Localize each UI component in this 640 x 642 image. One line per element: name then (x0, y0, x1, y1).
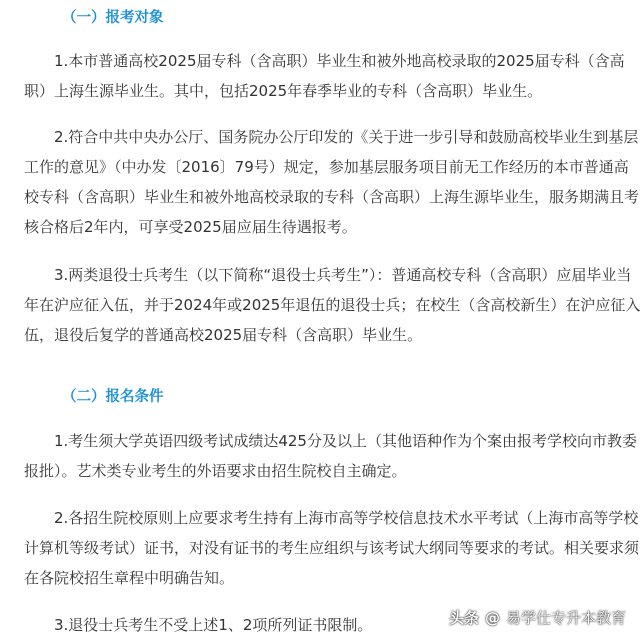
watermark-at-icon: @ (484, 608, 500, 627)
watermark (449, 607, 626, 628)
paragraph-applicants-1 (24, 46, 628, 106)
text-line: 2.符合中共中央办公厅、国务院办公厅印发的《关于进一步引导和鼓励高校毕业生到基层 (54, 128, 639, 146)
text-line: 2.各招生院校原则上应要求考生持有上海市高等学校信息技术水平考试（上海市高等学校 (54, 509, 639, 527)
text-line: 伍，退役后复学的普通高校2025届专科（含高职）毕业生。 (24, 326, 423, 344)
paragraph-applicants-2 (24, 122, 640, 242)
paragraph-conditions-2 (24, 503, 640, 593)
text-line: 计算机等级考试）证书，对没有证书的考生应组织与该考试大纲同等要求的考试。相关要求须 (24, 539, 640, 557)
watermark-account: 易学仕专升本教育 (505, 609, 626, 627)
text-line: 职）上海生源毕业生。其中，包括2025年春季毕业的专科（含高职）毕业生。 (24, 82, 543, 100)
text-line: 年在沪应征入伍，并于2024年或2025年退伍的退役士兵；在校生（含高校新生）在沪应征入 (24, 296, 640, 314)
text-line: 校专科（含高职）毕业生和被外地高校录取的专科（含高职）上海生源毕业生，服务期满且考 (24, 188, 640, 206)
text-line: 在各院校招生章程中明确告知。 (24, 569, 235, 587)
text-line: 核合格后2年内，可享受2025届应届生待遇报考。 (24, 218, 357, 236)
text-line: 报批）。艺术类专业考生的外语要求由招生院校自主确定。 (24, 462, 407, 480)
text-line: 1.本市普通高校2025届专科（含高职）毕业生和被外地高校录取的2025届专科（含高 (54, 52, 625, 70)
text-line: 3.退役士兵考生不受上述1、2项所列证书限制。 (54, 616, 373, 634)
watermark-platform: 头条 (448, 609, 479, 627)
paragraph-applicants-3 (24, 260, 640, 350)
section-title-applicants: （一）报考对象 (62, 10, 164, 26)
section-title-conditions: （二）报名条件 (62, 389, 164, 405)
text-line: 3.两类退役士兵考生（以下简称“退役士兵考生”）：普通高校专科（含高职）应届毕业当 (54, 266, 632, 284)
text-line: 工作的意见》（中办发〔2016〕79号）规定，参加基层服务项目前无工作经历的本市普通高 (24, 158, 629, 176)
text-line: 1.考生须大学英语四级考试成绩达425分及以上（其他语种作为个案由报考学校向市教委 (54, 432, 637, 450)
paragraph-conditions-1 (24, 426, 637, 486)
